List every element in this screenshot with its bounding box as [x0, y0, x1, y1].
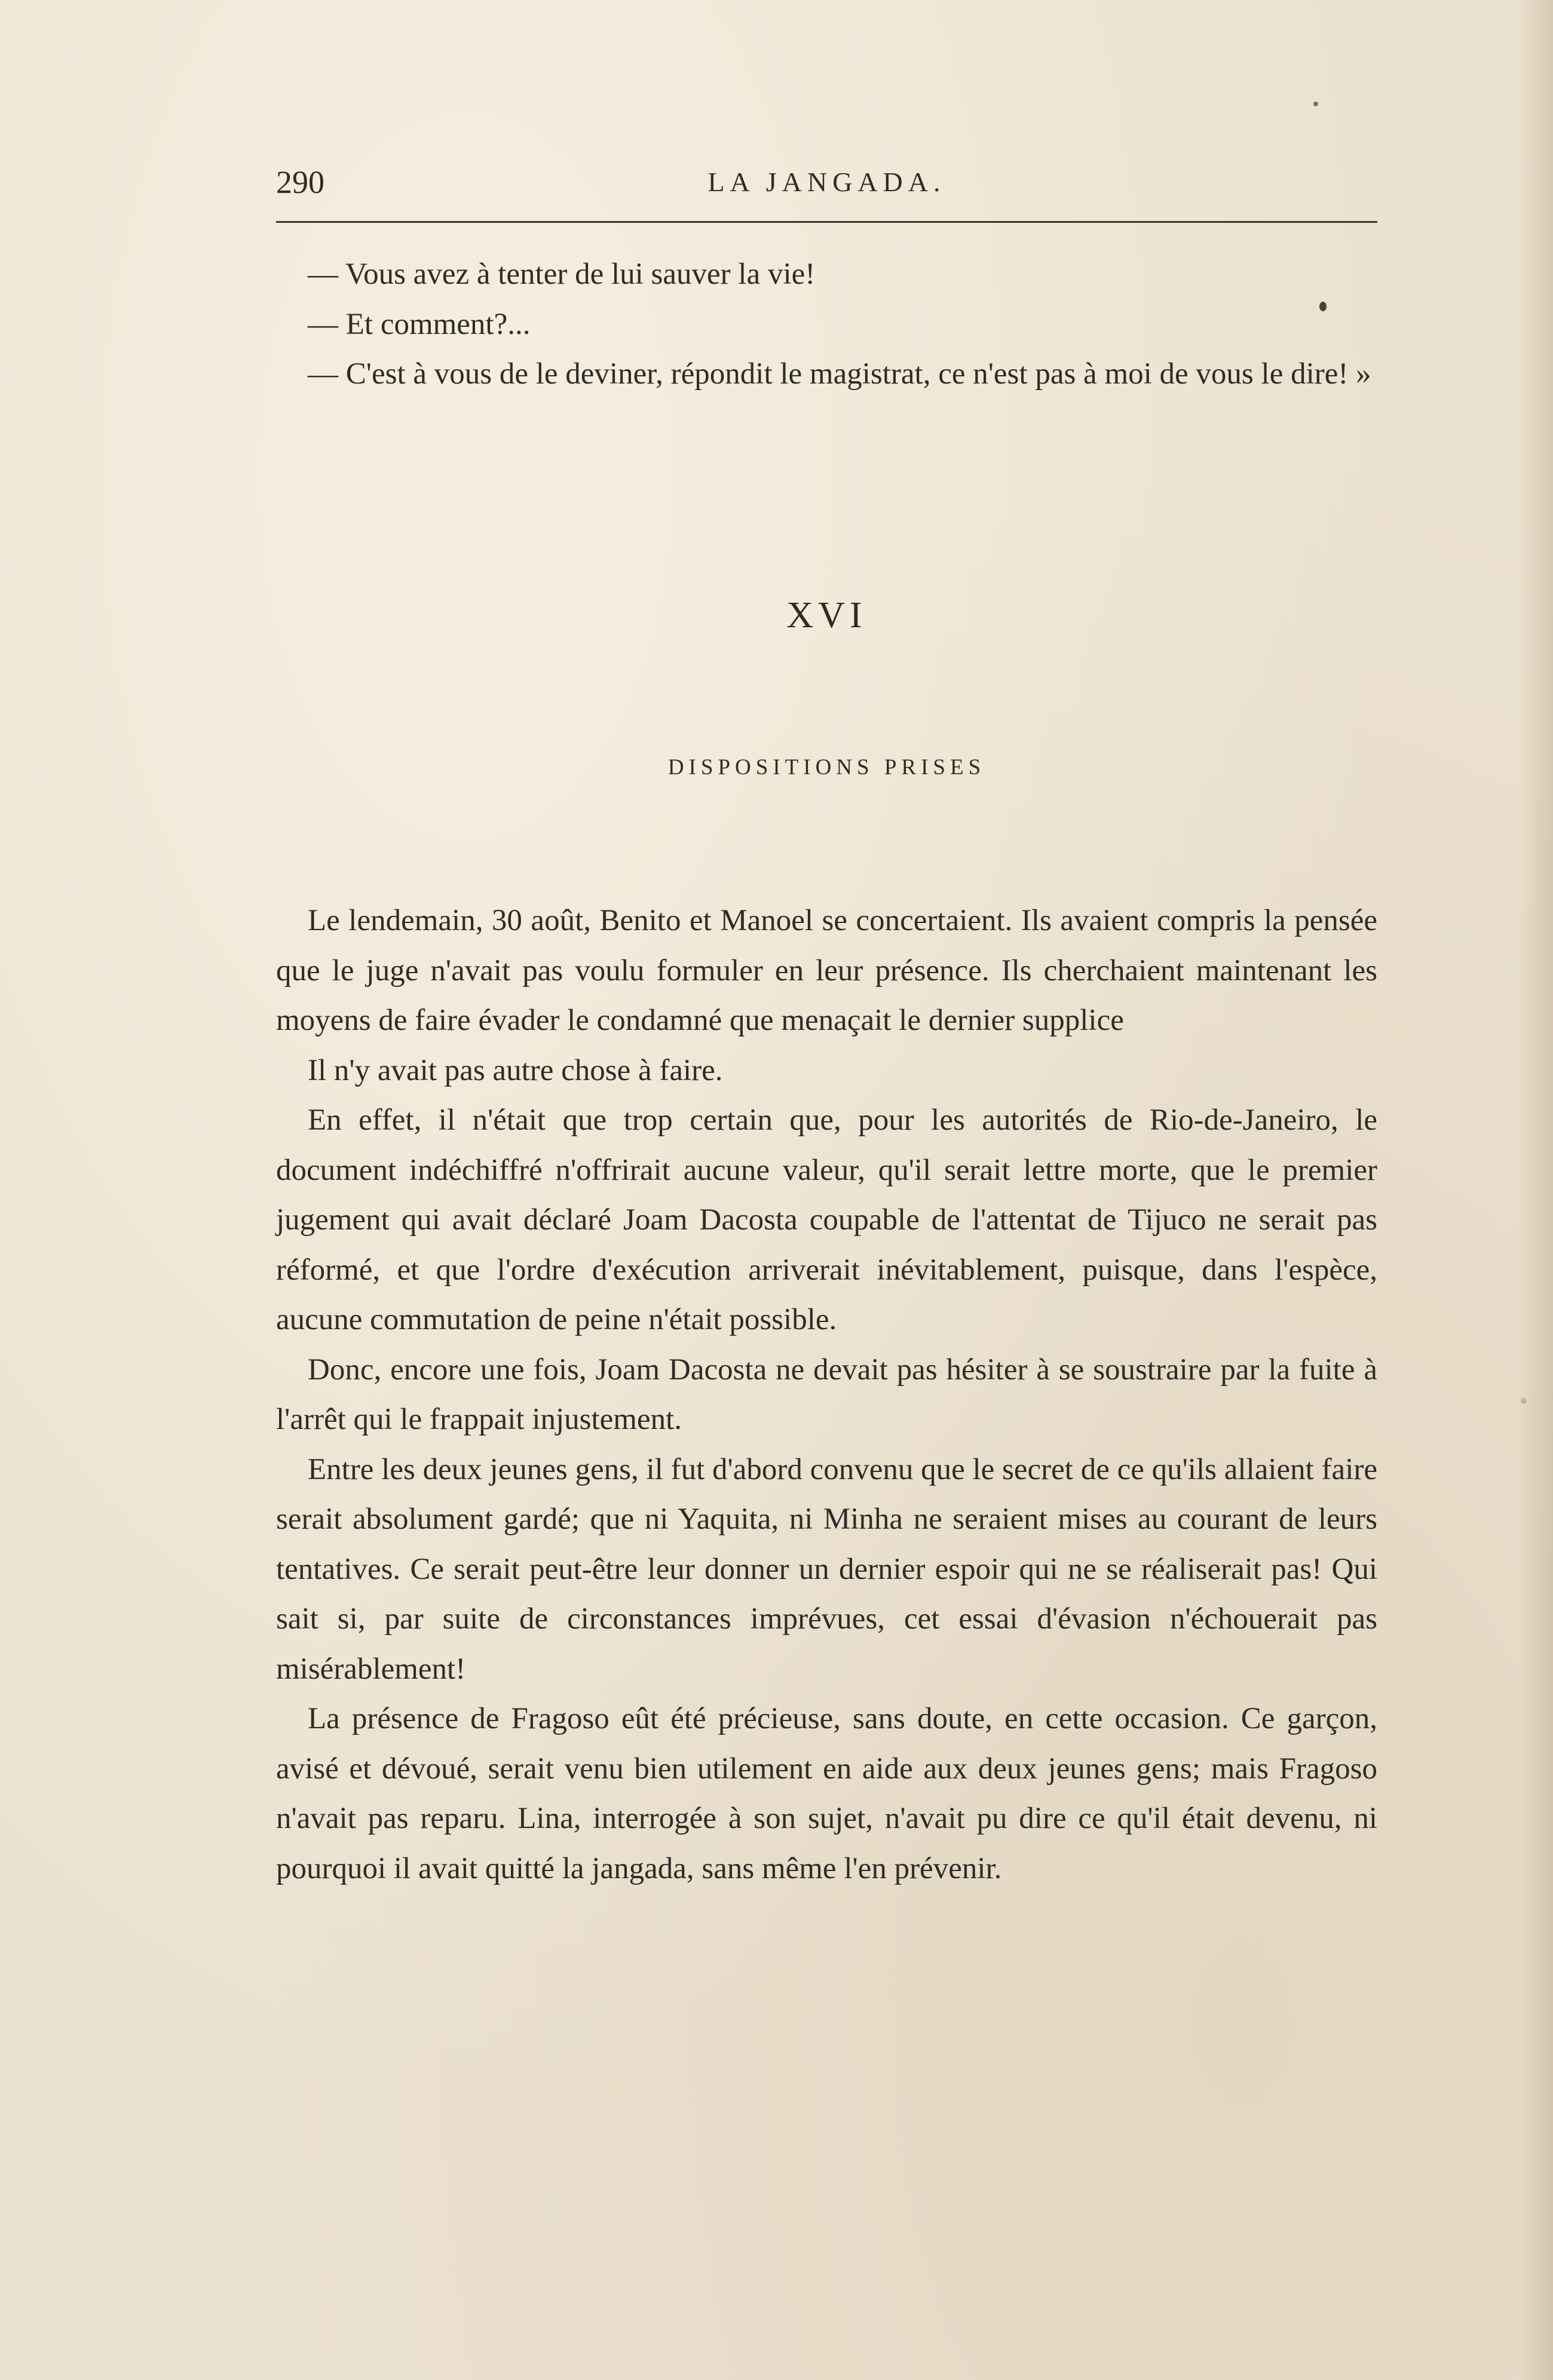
ink-speck — [1521, 1398, 1527, 1404]
paragraph: Entre les deux jeunes gens, il fut d'abord convenu que le secret de ce qu'ils allaient faire serait absolument gardé; que ni Yaquita, ni Minha ne seraient mises au courant de leurs tentatives. Ce serait peut-être leur donner un dernier espoir qui ne se réaliserait pas! Qui sait si, par suite de circonstances imprévues, cet essai d'évasion n'échouerait pas misérablement! — [276, 1452, 1377, 1686]
dialogue-block — [276, 250, 1377, 400]
paragraph: En effet, il n'était que trop certain que, pour les autorités de Rio-de-Janeiro, le document indéchiffré n'offrirait aucune valeur, qu'il serait lettre morte, que le premier jugement qui avait déclaré Joam Dacosta coupable de l'attentat de Tijuco ne serait pas réformé, et que l'ordre d'exécution arriverait inévitablement, puisque, dans l'espèce, aucune commutation de peine n'était possible. — [276, 1103, 1377, 1336]
running-title: LA JANGADA. — [707, 167, 946, 197]
chapter-number: XVI — [786, 595, 867, 636]
page-header — [276, 161, 1377, 203]
header-rule — [276, 221, 1377, 223]
page-edge-shadow — [1517, 0, 1553, 2380]
page-number: 290 — [276, 164, 324, 200]
paragraph: Donc, encore une fois, Joam Dacosta ne devait pas hésiter à se soustraire par la fuite à l'arrêt qui le frappait injustement. — [276, 1352, 1377, 1436]
chapter-title: DISPOSITIONS PRISES — [667, 755, 986, 780]
paragraph: La présence de Fragoso eût été précieuse, sans doute, en cette occasion. Ce garçon, avisé et dévoué, serait venu bien utilement en aide aux deux jeunes gens; mais Fragoso n'avait pas reparu. Lina, interrogée à son sujet, n'avait pu dire ce qu'il était devenu, ni pourquoi il avait quitté la jangada, sans même l'en prévenir. — [276, 1702, 1377, 1885]
dialogue-line: — Vous avez à tenter de lui sauver la vie! — [308, 257, 816, 291]
chapter-body — [276, 896, 1377, 1894]
dialogue-line: — Et comment?... — [308, 307, 531, 341]
paragraph: Le lendemain, 30 août, Benito et Manoel se concertaient. Ils avaient compris la pensée que le juge n'avait pas voulu formuler en leur présence. Ils cherchaient maintenant les moyens de faire évader le condamné que menaçait le dernier supplice — [276, 904, 1377, 1037]
ink-speck — [1313, 102, 1318, 106]
paragraph: Il n'y avait pas autre chose à faire. — [308, 1053, 723, 1087]
dialogue-line: — C'est à vous de le deviner, répondit le magistrat, ce n'est pas à moi de vous le dire! » — [308, 357, 1371, 391]
ink-speck — [1319, 302, 1327, 311]
